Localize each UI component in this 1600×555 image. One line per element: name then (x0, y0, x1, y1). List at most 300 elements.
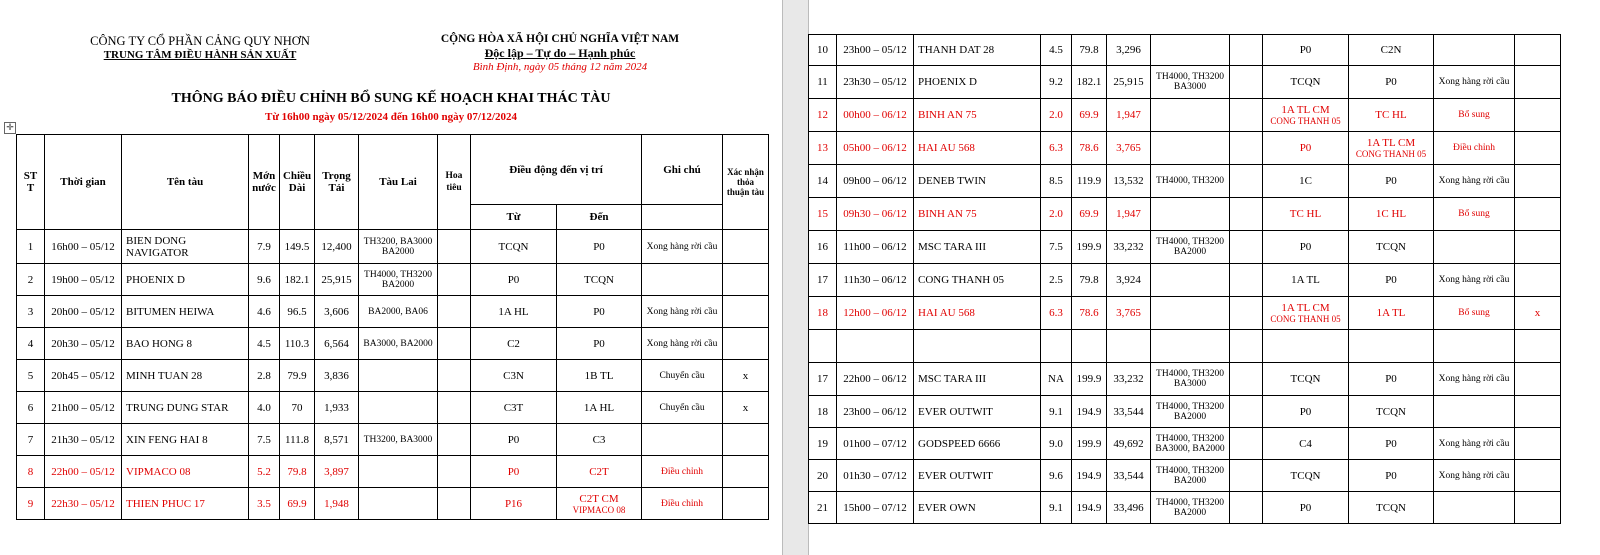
cell-confirm (723, 264, 769, 296)
table-row (809, 492, 1561, 524)
cell-length: 182.1 (1072, 66, 1107, 99)
cell-confirm (1515, 330, 1561, 363)
cell-pilot (1230, 99, 1263, 132)
cell-from-main: C2 (507, 337, 520, 350)
cell-to-main: TCQN (1376, 501, 1406, 514)
cell-note: Bổ sung (1434, 297, 1515, 330)
cell-draft: 2.5 (1041, 264, 1072, 297)
table-row (809, 460, 1561, 492)
cell-tug (1151, 35, 1230, 66)
cell-length: 199.9 (1072, 428, 1107, 460)
cell-from-main: P0 (1299, 501, 1312, 514)
cell-stt: 19 (809, 428, 837, 460)
cell-length: 194.9 (1072, 492, 1107, 524)
cell-from (471, 328, 557, 360)
cell-tug (1151, 297, 1230, 330)
cell-to (1349, 66, 1434, 99)
cell-tonnage: 3,606 (315, 296, 359, 328)
cell-ship-name: TRUNG DUNG STAR (122, 392, 249, 424)
cell-ship-name: PHOENIX D (122, 264, 249, 296)
cell-to (1349, 396, 1434, 428)
cell-pilot (1230, 66, 1263, 99)
cell-from (471, 230, 557, 264)
cell-from-main: TC HL (1289, 208, 1322, 220)
cell-note (1434, 330, 1515, 363)
col-header-pilot: Hoa tiêu (438, 135, 471, 230)
cell-length: 69.9 (1072, 198, 1107, 231)
cell-draft: 4.6 (249, 296, 280, 328)
cell-from-main: P0 (1299, 405, 1312, 418)
cell-confirm (723, 424, 769, 456)
cell-draft: 9.6 (1041, 460, 1072, 492)
cell-length: 110.3 (280, 328, 315, 360)
cell-confirm: x (723, 392, 769, 424)
cell-note (1434, 35, 1515, 66)
cell-tonnage: 3,836 (315, 360, 359, 392)
cell-pilot (1230, 396, 1263, 428)
cell-draft: 4.5 (1041, 35, 1072, 66)
cell-ship-name: HAI AU 568 (914, 132, 1041, 165)
cell-to (1349, 198, 1434, 231)
cell-time: 01h00 – 07/12 (837, 428, 914, 460)
cell-from-main: 1A TL (1291, 274, 1320, 286)
cell-note: Chuyển cầu (642, 392, 723, 424)
cell-pilot (438, 360, 471, 392)
cell-ship-name: EVER OUTWIT (914, 460, 1041, 492)
cell-note: Xong hàng rời cầu (642, 296, 723, 328)
cell-tug (359, 456, 438, 488)
cell-from-main: 1A TL CM (1281, 302, 1330, 314)
cell-tug: TH4000, TH3200 BA3000 (1151, 66, 1230, 99)
col-header-tonnage: Trọng Tải (315, 135, 359, 230)
cell-confirm (723, 456, 769, 488)
cell-draft: 7.5 (249, 424, 280, 456)
cell-from (471, 488, 557, 520)
cell-ship-name: BINH AN 75 (914, 198, 1041, 231)
cell-from-main: C3T (503, 401, 524, 414)
col-header-time: Thời gian (45, 135, 122, 230)
cell-draft: 2.0 (1041, 99, 1072, 132)
department-name: TRUNG TÂM ĐIỀU HÀNH SẢN XUẤT (103, 49, 297, 61)
document-page-1 (0, 0, 783, 555)
cell-draft: 2.8 (249, 360, 280, 392)
cell-tonnage: 1,933 (315, 392, 359, 424)
cell-time: 16h00 – 05/12 (45, 230, 122, 264)
cell-length: 79.8 (1072, 264, 1107, 297)
cell-from-main: TCQN (1290, 373, 1321, 385)
cell-ship-name: BINH AN 75 (914, 99, 1041, 132)
cell-time: 15h00 – 07/12 (837, 492, 914, 524)
col-header-length: Chiều Dài (280, 135, 315, 230)
cell-note: Xong hàng rời cầu (1434, 363, 1515, 396)
cell-time: 00h00 – 06/12 (837, 99, 914, 132)
cell-from (1263, 363, 1349, 396)
cell-pilot (438, 456, 471, 488)
cell-time: 09h30 – 06/12 (837, 198, 914, 231)
cell-to (1349, 165, 1434, 198)
cell-from (1263, 297, 1349, 330)
cell-to-main: TC HL (1375, 109, 1407, 121)
cell-from (471, 264, 557, 296)
cell-note: Xong hàng rời cầu (642, 230, 723, 264)
table-row (809, 66, 1561, 99)
cell-confirm (1515, 231, 1561, 264)
cell-stt: 1 (17, 230, 45, 264)
cell-length: 70 (280, 392, 315, 424)
cell-to (557, 328, 642, 360)
cell-ship-name: BIEN DONG NAVIGATOR (122, 230, 249, 264)
cell-ship-name: MINH TUAN 28 (122, 360, 249, 392)
cell-from (1263, 460, 1349, 492)
cell-tonnage: 1,947 (1107, 99, 1151, 132)
cell-note (642, 424, 723, 456)
document-subtitle: Từ 16h00 ngày 05/12/2024 đến 16h00 ngày 07/12/2024 (264, 111, 517, 123)
cell-pilot (438, 296, 471, 328)
cell-note (1434, 396, 1515, 428)
cell-draft: 9.1 (1041, 396, 1072, 428)
cell-from (471, 296, 557, 328)
cell-to (557, 424, 642, 456)
cell-draft: 3.5 (249, 488, 280, 520)
cell-confirm (1515, 198, 1561, 231)
cell-tonnage: 25,915 (315, 264, 359, 296)
motto: Độc lập – Tự do – Hạnh phúc (484, 46, 636, 60)
table-row (809, 297, 1561, 330)
cell-time: 23h00 – 06/12 (837, 396, 914, 428)
cell-time: 05h00 – 06/12 (837, 132, 914, 165)
cell-to-main: C2T CM (579, 492, 619, 505)
cell-time: 21h00 – 05/12 (45, 392, 122, 424)
cell-to (557, 392, 642, 424)
cell-to (1349, 99, 1434, 132)
cell-confirm: x (1515, 297, 1561, 330)
cell-from (471, 456, 557, 488)
cell-stt: 5 (17, 360, 45, 392)
cell-pilot (438, 424, 471, 456)
table-row (17, 456, 769, 488)
cell-tonnage: 8,571 (315, 424, 359, 456)
cell-draft: 6.3 (1041, 132, 1072, 165)
cell-length: 194.9 (1072, 460, 1107, 492)
cell-to (557, 360, 642, 392)
cell-from (1263, 264, 1349, 297)
cell-time: 11h30 – 06/12 (837, 264, 914, 297)
cell-from (1263, 198, 1349, 231)
cell-tug (1151, 132, 1230, 165)
cell-to-main: 1B TL (584, 369, 614, 382)
cell-from (1263, 428, 1349, 460)
cell-confirm (1515, 396, 1561, 428)
cell-pilot (1230, 132, 1263, 165)
cell-length: 111.8 (280, 424, 315, 456)
cell-to (1349, 35, 1434, 66)
cell-tug (359, 392, 438, 424)
cell-pilot (1230, 363, 1263, 396)
cell-from-main: P0 (507, 433, 520, 446)
table-row (809, 231, 1561, 264)
cell-length: 79.8 (1072, 35, 1107, 66)
cell-pilot (1230, 231, 1263, 264)
table-move-handle-icon[interactable]: ✛ (4, 122, 16, 134)
cell-stt: 7 (17, 424, 45, 456)
cell-stt: 15 (809, 198, 837, 231)
cell-to-main: P0 (1385, 175, 1397, 187)
cell-confirm (1515, 492, 1561, 524)
cell-time (837, 330, 914, 363)
cell-tonnage: 3,924 (1107, 264, 1151, 297)
cell-note: Xong hàng rời cầu (1434, 264, 1515, 297)
cell-time: 09h00 – 06/12 (837, 165, 914, 198)
cell-tonnage: 33,496 (1107, 492, 1151, 524)
cell-length (1072, 330, 1107, 363)
cell-length: 69.9 (1072, 99, 1107, 132)
table-row (809, 330, 1561, 363)
cell-tonnage: 1,948 (315, 488, 359, 520)
cell-tug: TH4000, TH3200 BA2000 (1151, 231, 1230, 264)
cell-tonnage: 12,400 (315, 230, 359, 264)
cell-note: Chuyển cầu (642, 360, 723, 392)
cell-to-main: 1C HL (1375, 208, 1407, 220)
cell-from-main: TCQN (498, 240, 529, 253)
cell-stt: 10 (809, 35, 837, 66)
cell-tonnage: 33,544 (1107, 460, 1151, 492)
cell-from-main: TCQN (1290, 76, 1321, 88)
cell-tug: TH3200, BA3000 BA2000 (359, 230, 438, 264)
cell-ship-name: GODSPEED 6666 (914, 428, 1041, 460)
cell-to-main: P0 (1385, 274, 1397, 286)
cell-from-main: 1C (1299, 175, 1312, 187)
cell-time: 19h00 – 05/12 (45, 264, 122, 296)
col-header-stt: ST T (17, 135, 45, 230)
cell-ship-name: MSC TARA III (914, 363, 1041, 396)
cell-time: 22h00 – 06/12 (837, 363, 914, 396)
cell-draft: NA (1041, 363, 1072, 396)
cell-stt: 17 (809, 363, 837, 396)
cell-note: Bổ sung (1434, 198, 1515, 231)
cell-pilot (1230, 297, 1263, 330)
cell-from (1263, 35, 1349, 66)
cell-time: 20h30 – 05/12 (45, 328, 122, 360)
cell-to-main: TCQN (1376, 405, 1406, 418)
cell-draft: 5.2 (249, 456, 280, 488)
cell-from-main: TCQN (1290, 469, 1321, 482)
cell-length: 119.9 (1072, 165, 1107, 198)
cell-ship-name: BAO HONG 8 (122, 328, 249, 360)
table-row (809, 165, 1561, 198)
cell-length: 194.9 (1072, 396, 1107, 428)
cell-length: 96.5 (280, 296, 315, 328)
cell-tonnage: 25,915 (1107, 66, 1151, 99)
cell-to-main: 1A TL (1376, 307, 1406, 319)
cell-tug: TH4000, TH3200 BA2000 (1151, 492, 1230, 524)
cell-tug: TH4000, TH3200 BA3000, BA2000 (1151, 428, 1230, 460)
col-header-move: Điều động đến vị trí (471, 135, 642, 205)
col-header-tug: Tàu Lai (359, 135, 438, 230)
table-row (17, 230, 769, 264)
cell-from-main: 1A HL (498, 305, 529, 318)
cell-to (1349, 460, 1434, 492)
col-header-from: Từ (471, 205, 557, 230)
cell-stt: 21 (809, 492, 837, 524)
cell-tonnage: 3,765 (1107, 297, 1151, 330)
cell-confirm (723, 296, 769, 328)
cell-stt: 9 (17, 488, 45, 520)
cell-draft: 7.9 (249, 230, 280, 264)
cell-to-main: 1A TL CM (1366, 137, 1416, 149)
schedule-table-page-2 (808, 34, 1561, 524)
cell-length: 149.5 (280, 230, 315, 264)
cell-from (471, 392, 557, 424)
cell-to (557, 296, 642, 328)
cell-time: 01h30 – 07/12 (837, 460, 914, 492)
cell-stt: 13 (809, 132, 837, 165)
cell-note (1434, 492, 1515, 524)
cell-confirm (1515, 99, 1561, 132)
cell-tonnage: 3,765 (1107, 132, 1151, 165)
table-row (809, 198, 1561, 231)
cell-to-main: P0 (1385, 373, 1397, 385)
table-row (809, 132, 1561, 165)
cell-draft: 9.2 (1041, 66, 1072, 99)
cell-from (1263, 396, 1349, 428)
cell-stt: 3 (17, 296, 45, 328)
col-header-draft: Mớn nước (249, 135, 280, 230)
company-header (40, 34, 360, 62)
cell-draft: 4.5 (249, 328, 280, 360)
col-header-to: Đến (557, 205, 642, 230)
cell-time: 20h45 – 05/12 (45, 360, 122, 392)
cell-ship-name: PHOENIX D (914, 66, 1041, 99)
cell-tug: BA2000, BA06 (359, 296, 438, 328)
cell-stt: 12 (809, 99, 837, 132)
cell-tonnage: 1,947 (1107, 198, 1151, 231)
cell-to-main: C2T (589, 465, 609, 478)
cell-ship-name: MSC TARA III (914, 231, 1041, 264)
cell-tug (1151, 198, 1230, 231)
cell-note: Xong hàng rời cầu (1434, 460, 1515, 492)
cell-tug: TH4000, TH3200 (1151, 165, 1230, 198)
cell-pilot (1230, 460, 1263, 492)
cell-to-main: C2N (1380, 44, 1402, 56)
table-row (17, 360, 769, 392)
cell-stt: 20 (809, 460, 837, 492)
cell-tonnage: 49,692 (1107, 428, 1151, 460)
cell-confirm: x (723, 360, 769, 392)
col-header-note-sub (642, 205, 723, 230)
cell-length: 199.9 (1072, 363, 1107, 396)
cell-from-main: P0 (1299, 142, 1312, 154)
cell-to (557, 230, 642, 264)
cell-from (1263, 492, 1349, 524)
table-row (17, 264, 769, 296)
cell-draft: 9.0 (1041, 428, 1072, 460)
document-title: THÔNG BÁO ĐIỀU CHỈNH BỔ SUNG KẾ HOẠCH KHAI THÁC TÀU (171, 91, 611, 106)
cell-from-main: C3N (503, 369, 524, 382)
cell-note: Điều chỉnh (642, 456, 723, 488)
cell-to-main: P0 (1385, 76, 1397, 88)
cell-ship-name: THANH DAT 28 (914, 35, 1041, 66)
cell-to-main: C3 (592, 433, 606, 446)
cell-time: 23h00 – 05/12 (837, 35, 914, 66)
col-header-ship-name: Tên tàu (122, 135, 249, 230)
cell-pilot (1230, 198, 1263, 231)
cell-to (1349, 363, 1434, 396)
cell-tonnage: 33,232 (1107, 231, 1151, 264)
cell-time: 22h00 – 05/12 (45, 456, 122, 488)
cell-confirm (1515, 165, 1561, 198)
cell-to (1349, 330, 1434, 363)
cell-note: Xong hàng rời cầu (1434, 66, 1515, 99)
col-header-note: Ghi chú (642, 135, 723, 205)
cell-stt: 17 (809, 264, 837, 297)
cell-stt (809, 330, 837, 363)
cell-pilot (1230, 428, 1263, 460)
cell-draft (1041, 330, 1072, 363)
cell-tonnage (1107, 330, 1151, 363)
cell-length: 69.9 (280, 488, 315, 520)
cell-to (557, 456, 642, 488)
cell-stt: 2 (17, 264, 45, 296)
cell-confirm (1515, 132, 1561, 165)
cell-note: Xong hàng rời cầu (642, 328, 723, 360)
cell-note (642, 264, 723, 296)
cell-note: Bổ sung (1434, 99, 1515, 132)
cell-ship-name: CONG THANH 05 (914, 264, 1041, 297)
cell-to (1349, 231, 1434, 264)
cell-from (1263, 132, 1349, 165)
cell-confirm (1515, 35, 1561, 66)
cell-pilot (1230, 492, 1263, 524)
cell-from (471, 424, 557, 456)
cell-ship-name: EVER OWN (914, 492, 1041, 524)
cell-draft: 9.1 (1041, 492, 1072, 524)
cell-confirm (723, 488, 769, 520)
cell-tug (359, 360, 438, 392)
cell-from-main: P0 (507, 273, 520, 286)
cell-time: 12h00 – 06/12 (837, 297, 914, 330)
table-row (17, 392, 769, 424)
cell-confirm (1515, 428, 1561, 460)
cell-tonnage: 6,564 (315, 328, 359, 360)
table-row (809, 35, 1561, 66)
cell-from-main: P0 (1299, 44, 1312, 56)
cell-note: Điều chỉnh (1434, 132, 1515, 165)
cell-to-detail: CONG THANH 05 (1355, 149, 1427, 159)
cell-to-main: TCQN (1376, 241, 1406, 253)
cell-note: Điều chỉnh (642, 488, 723, 520)
table-row (809, 99, 1561, 132)
cell-tug: TH4000, TH3200 BA2000 (1151, 396, 1230, 428)
table-row (17, 328, 769, 360)
cell-tug (1151, 330, 1230, 363)
cell-draft: 7.5 (1041, 231, 1072, 264)
table-row (809, 264, 1561, 297)
cell-tug (359, 488, 438, 520)
cell-stt: 16 (809, 231, 837, 264)
cell-pilot (1230, 35, 1263, 66)
cell-stt: 8 (17, 456, 45, 488)
table-row (17, 296, 769, 328)
cell-ship-name: DENEB TWIN (914, 165, 1041, 198)
cell-tonnage: 3,296 (1107, 35, 1151, 66)
cell-to-main: TCQN (584, 273, 614, 286)
cell-stt: 11 (809, 66, 837, 99)
table-row (809, 363, 1561, 396)
cell-length: 79.9 (280, 360, 315, 392)
cell-confirm (1515, 460, 1561, 492)
cell-from (1263, 66, 1349, 99)
cell-stt: 18 (809, 297, 837, 330)
